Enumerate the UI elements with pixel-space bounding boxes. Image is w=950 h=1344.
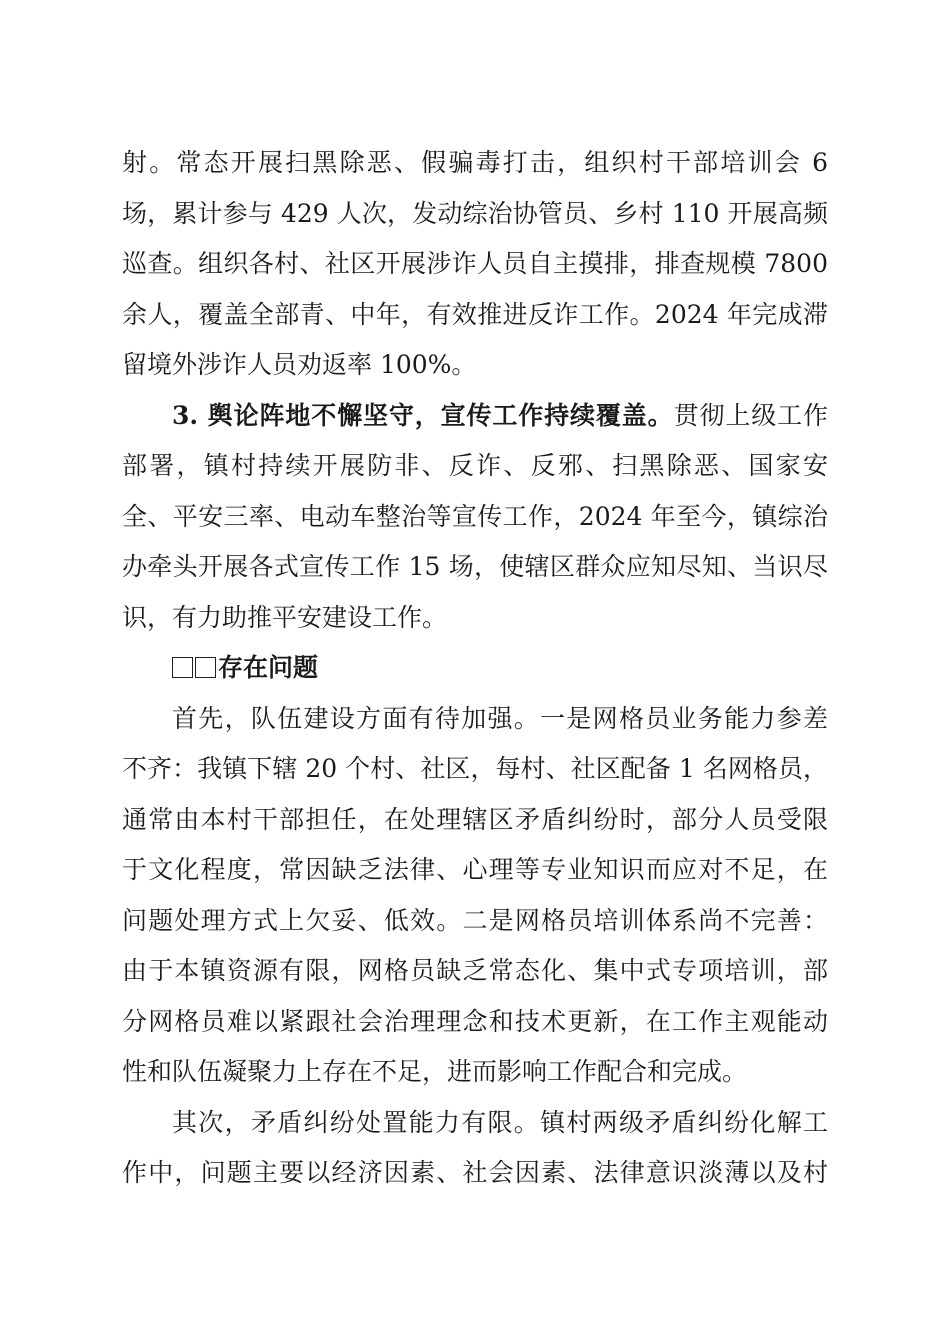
text-line: 其次，矛盾纠纷处置能力有限。镇村两级矛盾纠纷化解工 [172,1107,828,1137]
text-line: 全、平安三率、电动车整治等宣传工作，2024 年至今，镇综治 [122,501,828,531]
text-line: 不齐：我镇下辖 20 个村、社区，每村、社区配备 1 名网格员， [122,754,828,783]
text-line: 巡查。组织各村、社区开展涉诈人员自主摸排，排查规模 7800 [122,249,828,278]
text-line: 识，有力助推平安建设工作。 [122,602,448,632]
text-line: 场，累计参与 429 人次，发动综治协管员、乡村 110 开展高频 [122,198,828,228]
paragraph-dispute-handling [122,1098,828,1199]
text-line: 留境外涉诈人员劝返率 100%。 [122,350,477,379]
section-heading-text: 存在问题 [218,653,319,682]
text-line: 分网格员难以紧跟社会治理理念和技术更新，在工作主观能动 [122,1006,828,1036]
document-body [122,138,828,1199]
text-line: 办牵头开展各式宣传工作 15 场，使辖区群众应知尽知、当识尽 [122,552,828,581]
paragraph-publicity-work [122,391,828,644]
text-line: 部署，镇村持续开展防非、反诈、反邪、扫黑除恶、国家安 [122,451,828,480]
text-line: 于文化程度，常因缺乏法律、心理等专业知识而应对不足，在 [122,855,828,884]
text-line: 通常由本村干部担任，在处理辖区矛盾纠纷时，部分人员受限 [122,804,828,834]
text-line: 射。常态开展扫黑除恶、假骗毒打击，组织村干部培训会 6 [122,148,828,177]
text-line: 性和队伍凝聚力上存在不足，进而影响工作配合和完成。 [122,1057,748,1086]
missing-glyph-box-icon [195,657,216,678]
paragraph-lead-rest: 贯彻上级工作 [673,400,828,430]
text-line: 问题处理方式上欠妥、低效。二是网格员培训体系尚不完善： [122,905,828,935]
paragraph-public-security [122,138,828,391]
section-heading [122,643,828,694]
text-line: 首先，队伍建设方面有待加强。一是网格员业务能力参差 [172,703,828,733]
paragraph-team-building [122,694,828,1098]
text-line [122,391,828,442]
missing-glyph-box-icon [172,657,193,678]
text-line: 作中，问题主要以经济因素、社会因素、法律意识淡薄以及村 [122,1158,828,1187]
text-line: 余人，覆盖全部青、中年，有效推进反诈工作。2024 年完成滞 [122,299,828,329]
paragraph-bold-lead: 3. 舆论阵地不懈坚守，宣传工作持续覆盖。 [172,400,674,430]
text-line: 由于本镇资源有限，网格员缺乏常态化、集中式专项培训，部 [122,956,828,985]
